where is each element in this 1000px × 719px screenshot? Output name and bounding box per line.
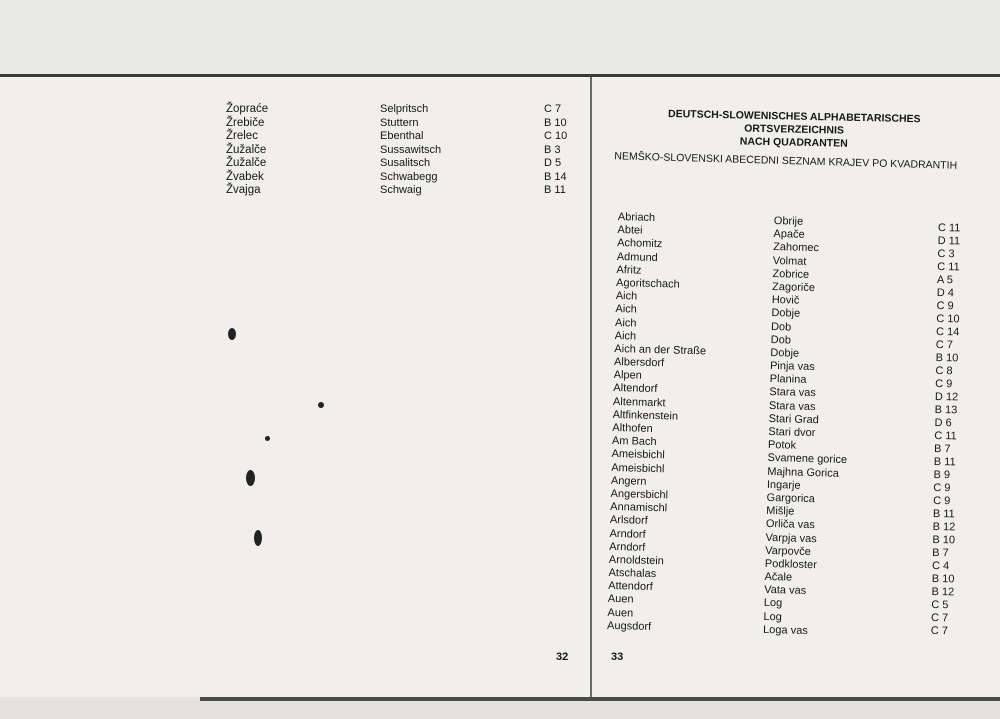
scan-speck [254, 530, 262, 546]
slovene-name: Dobje [771, 307, 801, 321]
german-name: Ameisbichl [611, 448, 665, 462]
quadrant-code: A 5 [936, 273, 953, 287]
slovene-name: Pinja vas [769, 360, 815, 374]
german-name: Albersdorf [613, 356, 665, 370]
place-name: Žvabek [226, 170, 264, 183]
bottom-margin [0, 701, 1000, 719]
quadrant-code: C 9 [936, 299, 954, 313]
german-name: Schwaig [380, 184, 422, 196]
right-slovene-names [763, 215, 854, 639]
quadrant-code: B 9 [933, 468, 951, 482]
left-quadrants [544, 103, 567, 198]
quadrant-code: C 11 [937, 260, 960, 274]
quadrant-code: D 4 [936, 286, 954, 300]
german-name: Althofen [612, 421, 653, 435]
slovene-name: Vata vas [764, 584, 807, 598]
quadrant-code: B 10 [935, 351, 959, 365]
place-name: Žužalče [226, 143, 267, 156]
slovene-name: Dob [770, 333, 792, 347]
quadrant-code: B 10 [544, 116, 567, 129]
slovene-name: Ačale [764, 570, 793, 584]
quadrant-code: C 11 [934, 429, 957, 443]
place-name: Žrebiče [226, 116, 265, 129]
german-name: Sussawitsch [380, 143, 442, 156]
place-name: Žužalče [226, 157, 267, 169]
slovene-name: Orliča vas [765, 518, 815, 532]
scan-speck [228, 328, 236, 340]
slovene-name: Dobje [770, 346, 800, 360]
slovene-name: Stari Grad [768, 412, 819, 427]
german-name: Afritz [616, 263, 642, 277]
slovene-name: Zagoriče [771, 280, 816, 295]
slovene-name: Stara vas [769, 386, 816, 400]
top-margin [0, 0, 1000, 74]
page-number-right: 33 [611, 651, 624, 663]
left-page [0, 77, 590, 697]
place-name: Žvajga [226, 184, 261, 196]
quadrant-code: B 11 [544, 184, 566, 196]
german-name: Arndorf [609, 540, 646, 554]
quadrant-code: B 12 [932, 520, 956, 534]
german-name: Atschalas [608, 566, 657, 581]
german-name: Alpen [613, 369, 642, 382]
quadrant-code: C 7 [930, 624, 949, 638]
german-name: Susalitsch [380, 157, 431, 169]
slovene-name: Obrije [773, 215, 804, 228]
slovene-name: Svamene gorice [767, 452, 848, 467]
quadrant-code: C 9 [933, 481, 951, 495]
german-name: Aich [615, 290, 638, 303]
quadrant-code: C 14 [935, 325, 960, 339]
index-title-line2: NACH QUADRANTEN [739, 135, 848, 150]
quadrant-code: B 7 [933, 442, 951, 456]
slovene-name: Stara vas [768, 399, 816, 413]
german-name: Augsdorf [606, 619, 652, 633]
slovene-name: Majhna Gorica [767, 465, 839, 480]
slovene-name: Varpovče [765, 544, 812, 558]
german-name: Arnoldstein [608, 553, 665, 568]
quadrant-code: D 5 [544, 157, 562, 169]
quadrant-code: B 10 [932, 533, 956, 547]
german-name: Aich [614, 316, 637, 330]
slovene-name: Zobrice [772, 267, 810, 281]
slovene-name: Log [763, 597, 783, 610]
quadrant-code: B 12 [931, 585, 955, 599]
slovene-name: Varpja vas [765, 531, 817, 545]
german-name: Altenmarkt [612, 395, 666, 409]
german-name: Attendorf [608, 580, 653, 594]
german-name: Auen [607, 606, 634, 620]
quadrant-code: C 10 [544, 130, 568, 142]
german-name: Stuttern [380, 116, 419, 129]
left-german-names [380, 103, 441, 198]
index-subtitle: NEMŠKO-SLOVENSKI ABECEDNI SEZNAM KRAJEV PO KVADRANTIH [614, 150, 958, 172]
quadrant-code: C 7 [930, 611, 949, 625]
scan-speck [318, 402, 324, 408]
german-name: Agoritschach [615, 276, 680, 291]
german-name: Achomitz [616, 237, 663, 251]
quadrant-code: B 13 [934, 403, 958, 417]
slovene-name: Hovič [771, 294, 800, 307]
quadrant-code: C 5 [931, 598, 949, 612]
german-name: Arlsdorf [609, 514, 648, 528]
slovene-name: Log [763, 610, 782, 623]
slovene-name: Volmat [772, 254, 807, 268]
quadrant-code: C 9 [935, 377, 953, 391]
slovene-name: Planina [769, 373, 807, 387]
place-name: Žrelec [226, 130, 258, 142]
quadrant-code: D 11 [937, 234, 961, 248]
quadrant-code: C 11 [937, 222, 961, 235]
slovene-name: Mišlje [766, 505, 795, 518]
quadrant-code: B 7 [932, 546, 949, 560]
quadrant-code: B 14 [544, 170, 567, 183]
index-title-line1: DEUTSCH-SLOWENISCHES ALPHABETARISCHES ORTSVERZEICHNIS [667, 107, 921, 137]
german-name: Ebenthal [380, 130, 424, 142]
german-name: Abtei [617, 224, 643, 237]
slovene-name: Podkloster [764, 557, 817, 572]
quadrant-code: C 7 [544, 103, 562, 115]
scan-speck [265, 436, 270, 441]
german-name: Aich [614, 329, 637, 343]
german-name: Schwabegg [380, 170, 438, 183]
german-name: Admund [616, 250, 658, 264]
german-name: Auen [607, 593, 634, 606]
quadrant-code: B 11 [932, 507, 955, 521]
right-german-names [607, 211, 710, 635]
slovene-name: Dob [770, 320, 792, 333]
left-slovene-names [226, 103, 268, 198]
quadrant-code: C 4 [931, 559, 950, 573]
german-name: Ameisbichl [611, 461, 665, 475]
slovene-name: Loga vas [762, 623, 808, 637]
quadrant-code: D 6 [934, 416, 952, 430]
place-name: Žopraće [226, 103, 269, 115]
german-name: Angersbichl [610, 487, 669, 502]
german-name: Abriach [617, 211, 656, 224]
german-name: Angern [610, 474, 647, 488]
slovene-name: Apače [773, 228, 805, 241]
german-name: Annamischl [610, 501, 668, 515]
slovene-name: Potok [767, 439, 797, 452]
german-name: Aich [615, 303, 637, 316]
quadrant-code: B 11 [933, 455, 956, 469]
quadrant-code: B 10 [931, 572, 955, 586]
quadrant-code: C 8 [935, 364, 953, 378]
quadrant-code: C 7 [935, 338, 954, 352]
index-title [621, 107, 967, 153]
quadrant-code: C 10 [936, 312, 960, 326]
german-name: Altfinkenstein [612, 408, 679, 423]
quadrant-code: C 9 [933, 494, 951, 508]
german-name: Altendorf [613, 382, 658, 396]
slovene-name: Zahomec [772, 241, 820, 255]
slovene-name: Ingarje [766, 478, 801, 492]
german-name: Selpritsch [380, 103, 429, 115]
page-number-left: 32 [556, 651, 569, 663]
german-name: Am Bach [611, 435, 657, 449]
slovene-name: Gargorica [766, 491, 816, 506]
quadrant-code: C 3 [937, 247, 955, 261]
slovene-name: Stari dvor [768, 425, 816, 440]
german-name: Aich an der Straße [614, 342, 707, 358]
quadrant-code: B 3 [544, 143, 561, 156]
german-name: Arndorf [609, 527, 646, 541]
scan-speck [246, 470, 255, 486]
quadrant-code: D 12 [934, 390, 959, 404]
